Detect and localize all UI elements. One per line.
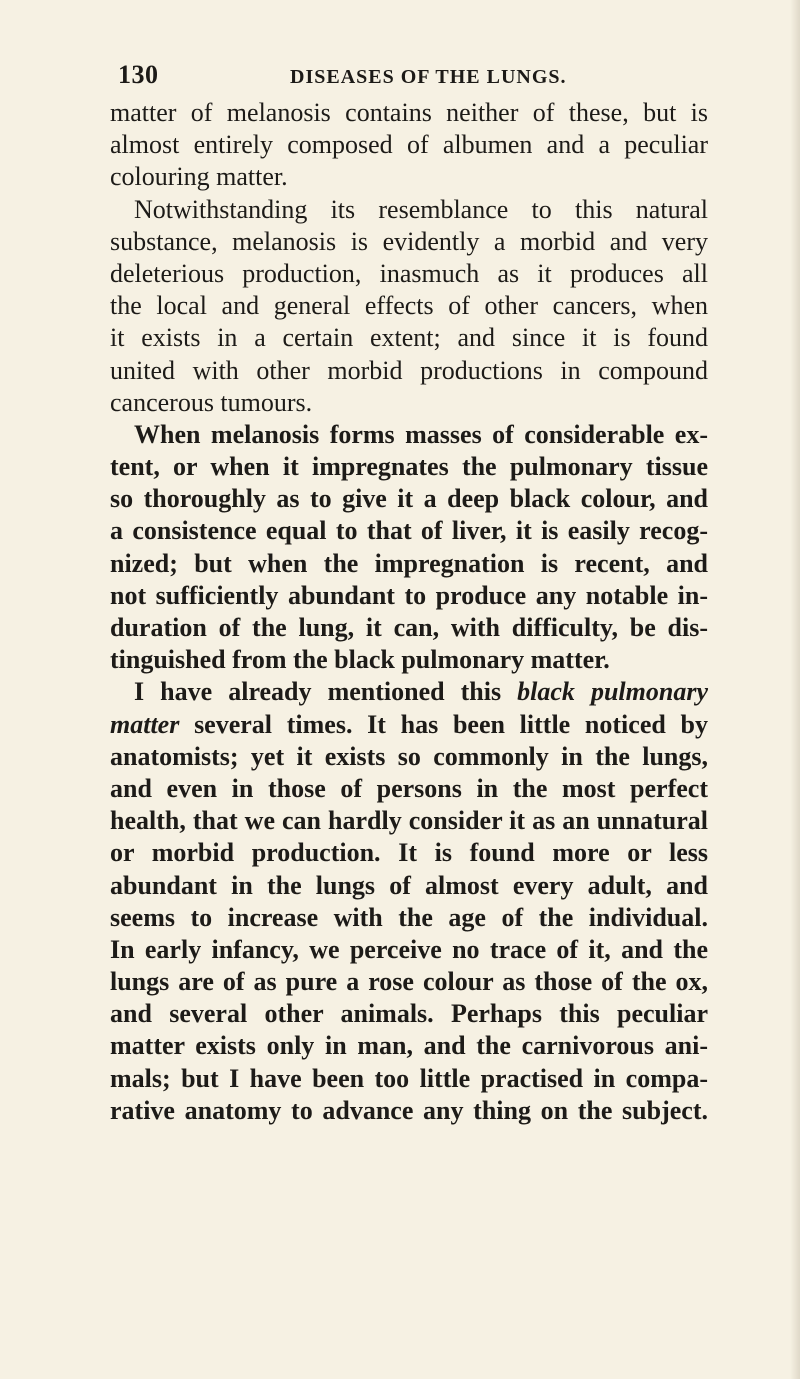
text-line: the local and general effects of other cancers, when — [110, 291, 708, 321]
text-line: almost entirely composed of albumen and a peculiar — [110, 130, 708, 160]
text-line: duration of the lung, it can, with difficulty, be dis- — [110, 613, 708, 642]
text-line: In early infancy, we perceive no trace of it, and the — [110, 934, 708, 964]
page-edge-shadow — [790, 0, 800, 1379]
running-head — [118, 58, 718, 98]
text-line: deleterious production, inasmuch as it produces all — [110, 258, 708, 288]
text-line: united with other morbid productions in compound — [110, 355, 708, 385]
body-text — [110, 97, 708, 1127]
text-line: a consistence equal to that of liver, it is easily recog- — [110, 516, 708, 546]
text-line: it exists in a certain extent; and since it is found — [110, 323, 708, 353]
emphasized-term: matter — [110, 709, 180, 739]
text-line: nized; but when the impregnation is recent, and — [110, 548, 708, 578]
text-line: matter of melanosis contains neither of these, but is — [110, 98, 708, 127]
text-line: health, that we can hardly consider it as an unnatural — [110, 806, 708, 836]
text-line: tinguished from the black pulmonary matter. — [110, 645, 610, 675]
text-line: cancerous tumours. — [110, 387, 313, 417]
page-number: 130 — [118, 60, 159, 89]
text-line: Notwithstanding its resemblance to this natural — [134, 194, 708, 224]
text-line: substance, melanosis is evidently a morbid and very — [110, 226, 708, 256]
text-line: not sufficiently abundant to produce any notable in- — [110, 580, 708, 610]
text-line: mals; but I have been too little practised in compa- — [110, 1063, 708, 1093]
text-line: and several other animals. Perhaps this peculiar — [110, 999, 708, 1029]
text-line — [110, 709, 708, 741]
text-line: When melanosis forms masses of considerable ex- — [134, 419, 708, 449]
text-line: anatomists; yet it exists so commonly in the lungs, — [110, 741, 708, 771]
text-line: so thoroughly as to give it a deep black colour, and — [110, 484, 708, 514]
text-line — [110, 676, 708, 708]
line-text: several times. It has been little noticed by — [179, 709, 708, 739]
text-line: colouring matter. — [110, 162, 288, 192]
text-line: or morbid production. It is found more or less — [110, 838, 708, 868]
text-line: tent, or when it impregnates the pulmonary tissue — [110, 452, 708, 482]
running-head-title: DISEASES OF THE LUNGS. — [290, 66, 567, 88]
text-line: abundant in the lungs of almost every adult, and — [110, 870, 708, 900]
text-line: rative anatomy to advance any thing on the subject. — [110, 1095, 708, 1125]
text-line: seems to increase with the age of the individual. — [110, 902, 708, 932]
text-line: lungs are of as pure a rose colour as those of the ox, — [110, 967, 708, 997]
emphasized-term: black pulmonary — [517, 677, 708, 707]
text-line: matter exists only in man, and the carnivorous ani- — [110, 1031, 708, 1061]
line-text: I have already mentioned this — [134, 677, 518, 707]
text-line: and even in those of persons in the most perfect — [110, 773, 708, 803]
